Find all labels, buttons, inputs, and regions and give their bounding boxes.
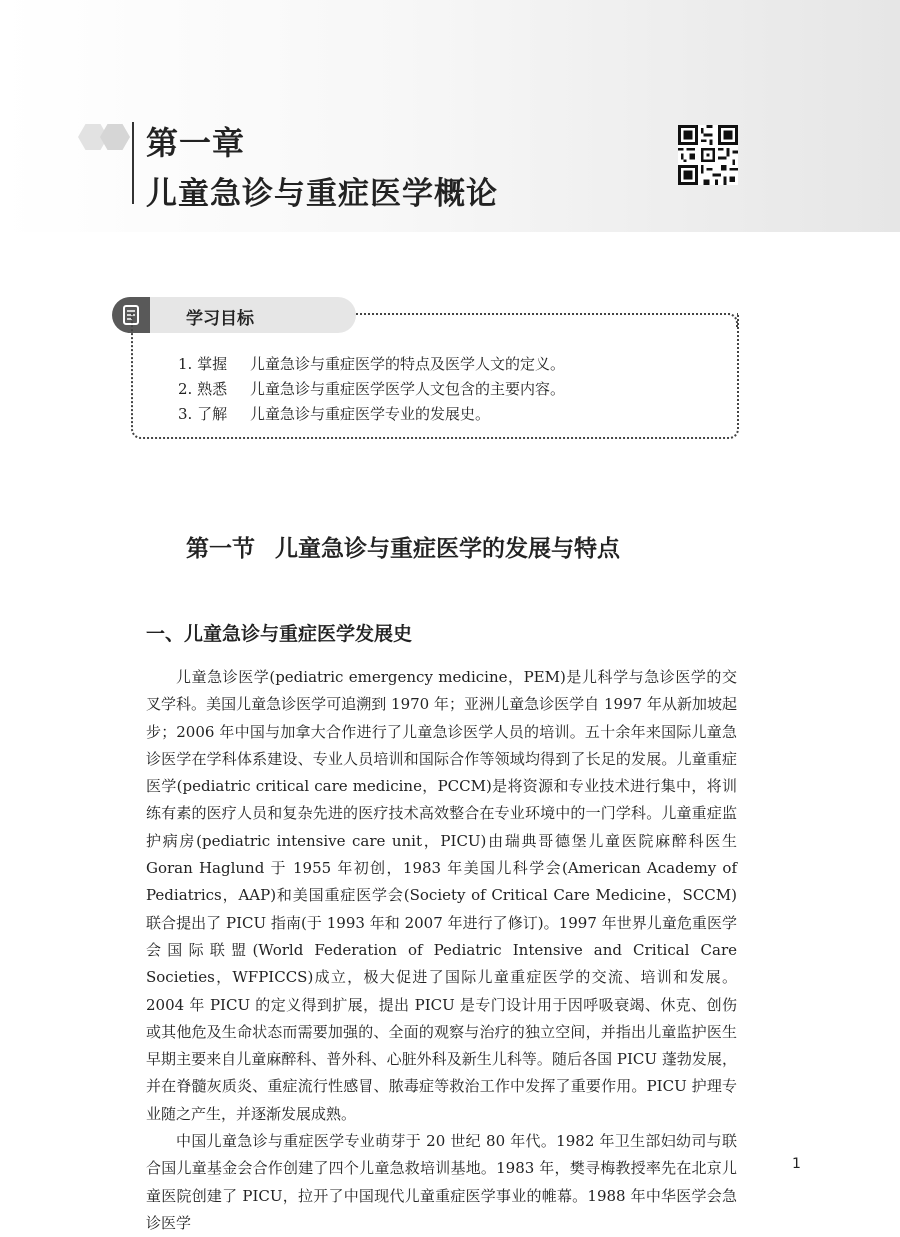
body-text [146, 664, 737, 1237]
objective-level: 3. 了解 [178, 405, 228, 423]
paragraph: 儿童急诊医学(pediatric emergency medicine，PEM)是儿科学与急诊医学的交叉学科。美国儿童急诊医学可追溯到 1970 年；亚洲儿童急诊医学自 1997 年从新加坡起步；2006 年中国与加拿大合作进行了儿童急诊医学人员的培训。五十余年来国际儿童急诊医学在学科体系建设、专业人员培训和国际合作等领域均得到了长足的发展。儿童重症医学(pediatric critical care medicine，PCCM)是将资源和专业技术进行集中，将训练有素的医疗人员和复杂先进的医疗技术高效整合在专业环境中的一门学科。儿童重症监护病房(pediatric intensive care unit，PICU)由瑞典哥德堡儿童医院麻醉科医生 Goran Haglund 于 1955 年初创，1983 年美国儿科学会(American Academy of Pediatrics，AAP)和美国重症医学会(Society of Critical Care Medicine，SCCM)联合提出了 PICU 指南(于 1993 年和 2007 年进行了修订)。1997 年世界儿童危重医学会国际联盟(World Federation of Pediatric Intensive and Critical Care Societies，WFPICCS)成立，极大促进了国际儿童重症医学的交流、培训和发展。2004 年 PICU 的定义得到扩展，提出 PICU 是专门设计用于因呼吸衰竭、休克、创伤或其他危及生命状态而需要加强的、全面的观察与治疗的独立空间，并指出儿童监护医生早期主要来自儿童麻醉科、普外科、心脏外科及新生儿科等。随后各国 PICU 蓬勃发展，并在脊髓灰质炎、重症流行性感冒、脓毒症等救治工作中发挥了重要作用。PICU 护理专业随之产生，并逐渐发展成熟。 [146, 668, 737, 1123]
section-title: 儿童急诊与重症医学的发展与特点 [275, 536, 620, 562]
chapter-number: 第一章 [146, 124, 246, 162]
objective-level: 1. 掌握 [178, 355, 228, 373]
objectives-box-top-border [356, 313, 730, 315]
paragraph: 中国儿童急诊与重症医学专业萌芽于 20 世纪 80 年代。1982 年卫生部妇幼司与联合国儿童基金会合作创建了四个儿童急救培训基地。1983 年，樊寻梅教授率先在北京儿童医院创建了 PICU，拉开了中国现代儿童重症医学事业的帷幕。1988 年中华医学会急诊医学 [146, 1132, 737, 1232]
objective-level: 2. 熟悉 [178, 380, 228, 398]
objectives-list [178, 352, 565, 427]
chapter-divider-bar [132, 122, 134, 204]
chapter-title: 儿童急诊与重症医学概论 [146, 176, 498, 212]
objective-item [178, 377, 565, 402]
subsection-heading: 一、儿童急诊与重症医学发展史 [146, 623, 413, 645]
objective-text: 儿童急诊与重症医学的特点及医学人文的定义。 [250, 355, 566, 373]
qr-code-icon[interactable] [678, 125, 738, 185]
objective-item [178, 352, 565, 377]
page-number: 1 [792, 1156, 801, 1172]
objective-text: 儿童急诊与重症医学专业的发展史。 [250, 405, 491, 423]
section-heading [186, 530, 620, 563]
section-number: 第一节 [186, 536, 255, 562]
objectives-label: 学习目标 [186, 309, 254, 329]
objective-item [178, 402, 565, 427]
objective-text: 儿童急诊与重症医学医学人文包含的主要内容。 [250, 380, 566, 398]
